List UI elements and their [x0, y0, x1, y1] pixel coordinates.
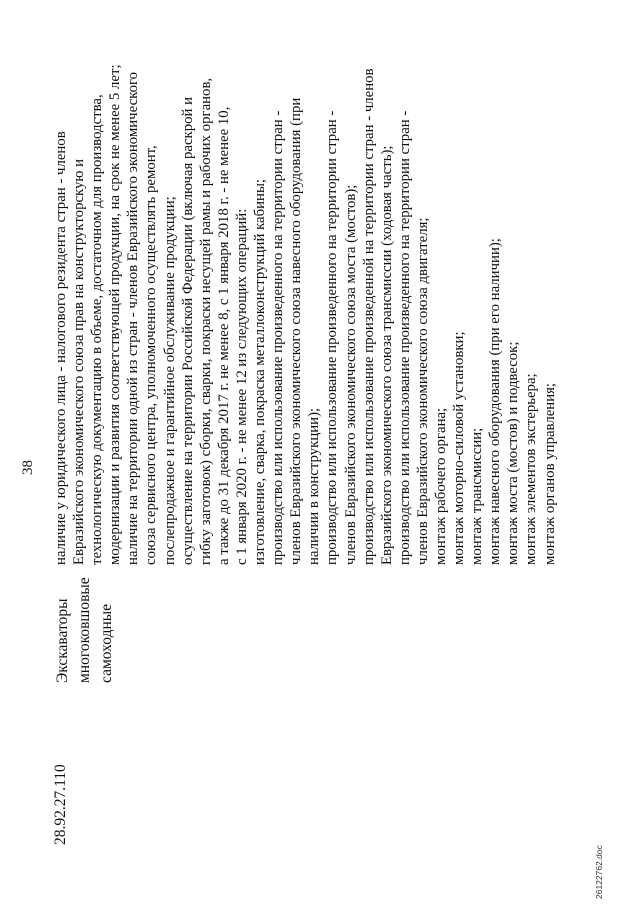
condition-line: монтаж рабочего органа; — [432, 407, 449, 565]
condition-line: модернизации и развития соответствующей продукции, на срок не менее 5 лет; — [107, 64, 124, 565]
condition-line: наличие на территории одной из стран - членов Евразийского экономического — [125, 71, 142, 565]
condition-line: изготовление, сварка, покраска металлоконструкций кабины; — [252, 178, 269, 565]
condition-line: Евразийского экономического союза прав на конструкторскую и — [71, 158, 88, 565]
condition-line: союза сервисного центра, уполномоченного осуществлять ремонт, — [143, 145, 160, 565]
condition-line: с 1 января 2020 г. - не менее 12 из следующих операций: — [233, 208, 250, 565]
condition-line: гибку заготовок) сборки, сварки, покраски несущей рамы и рабочих органов, — [197, 77, 214, 565]
product-name — [52, 563, 119, 683]
product-name-line: Экскаваторы — [54, 598, 71, 683]
condition-line: производство или использование произведенного на территории стран - — [270, 110, 287, 565]
condition-line: членов Евразийского экономического союза навесного оборудования (при — [288, 97, 305, 565]
document-filename: 26122762.doc — [594, 845, 604, 899]
condition-line: наличии в конструкции); — [306, 407, 323, 565]
condition-line: а также до 31 декабря 2017 г. не менее 8, с 1 января 2018 г. - не менее 10, — [215, 106, 232, 565]
condition-line: технологическую документацию в объеме, достаточном для производства, — [89, 94, 106, 565]
product-name-line: многоковшовые — [76, 577, 94, 683]
condition-line: монтаж трансмиссии; — [469, 427, 486, 565]
condition-line: членов Евразийского экономического союза двигателя; — [414, 217, 431, 565]
condition-line: Евразийского экономического союза трансмиссии (ходовая часть); — [378, 145, 395, 565]
condition-line: послепродажное и гарантийное обслуживание продукции; — [161, 196, 178, 565]
page-number: 38 — [20, 460, 36, 475]
conditions-text — [52, 17, 559, 565]
condition-line: монтаж навесного оборудования (при его наличии); — [487, 238, 504, 565]
condition-line: монтаж органов управления; — [541, 382, 558, 565]
condition-line: наличие у юридического лица - налогового резидента стран - членов — [53, 131, 69, 565]
condition-line: производство или использование произведенной на территории стран - членов — [360, 68, 377, 565]
condition-line: осуществление на территории Российской Федерации (включая раскрой и — [179, 96, 196, 565]
product-code: 28.92.27.110 — [52, 764, 69, 845]
condition-line: членов Евразийского экономического союза моста (мостов); — [342, 184, 359, 565]
product-name-line: самоходные — [98, 603, 116, 683]
condition-line: производство или использование произведенного на территории стран - — [396, 110, 413, 565]
condition-line: монтаж моторно-силовой установки; — [451, 331, 468, 565]
condition-line: монтаж моста (мостов) и подвесок; — [505, 341, 522, 565]
condition-line: производство или использование произведенного на территории стран - — [324, 110, 341, 565]
condition-line: монтаж элементов экстерьера; — [523, 373, 540, 565]
